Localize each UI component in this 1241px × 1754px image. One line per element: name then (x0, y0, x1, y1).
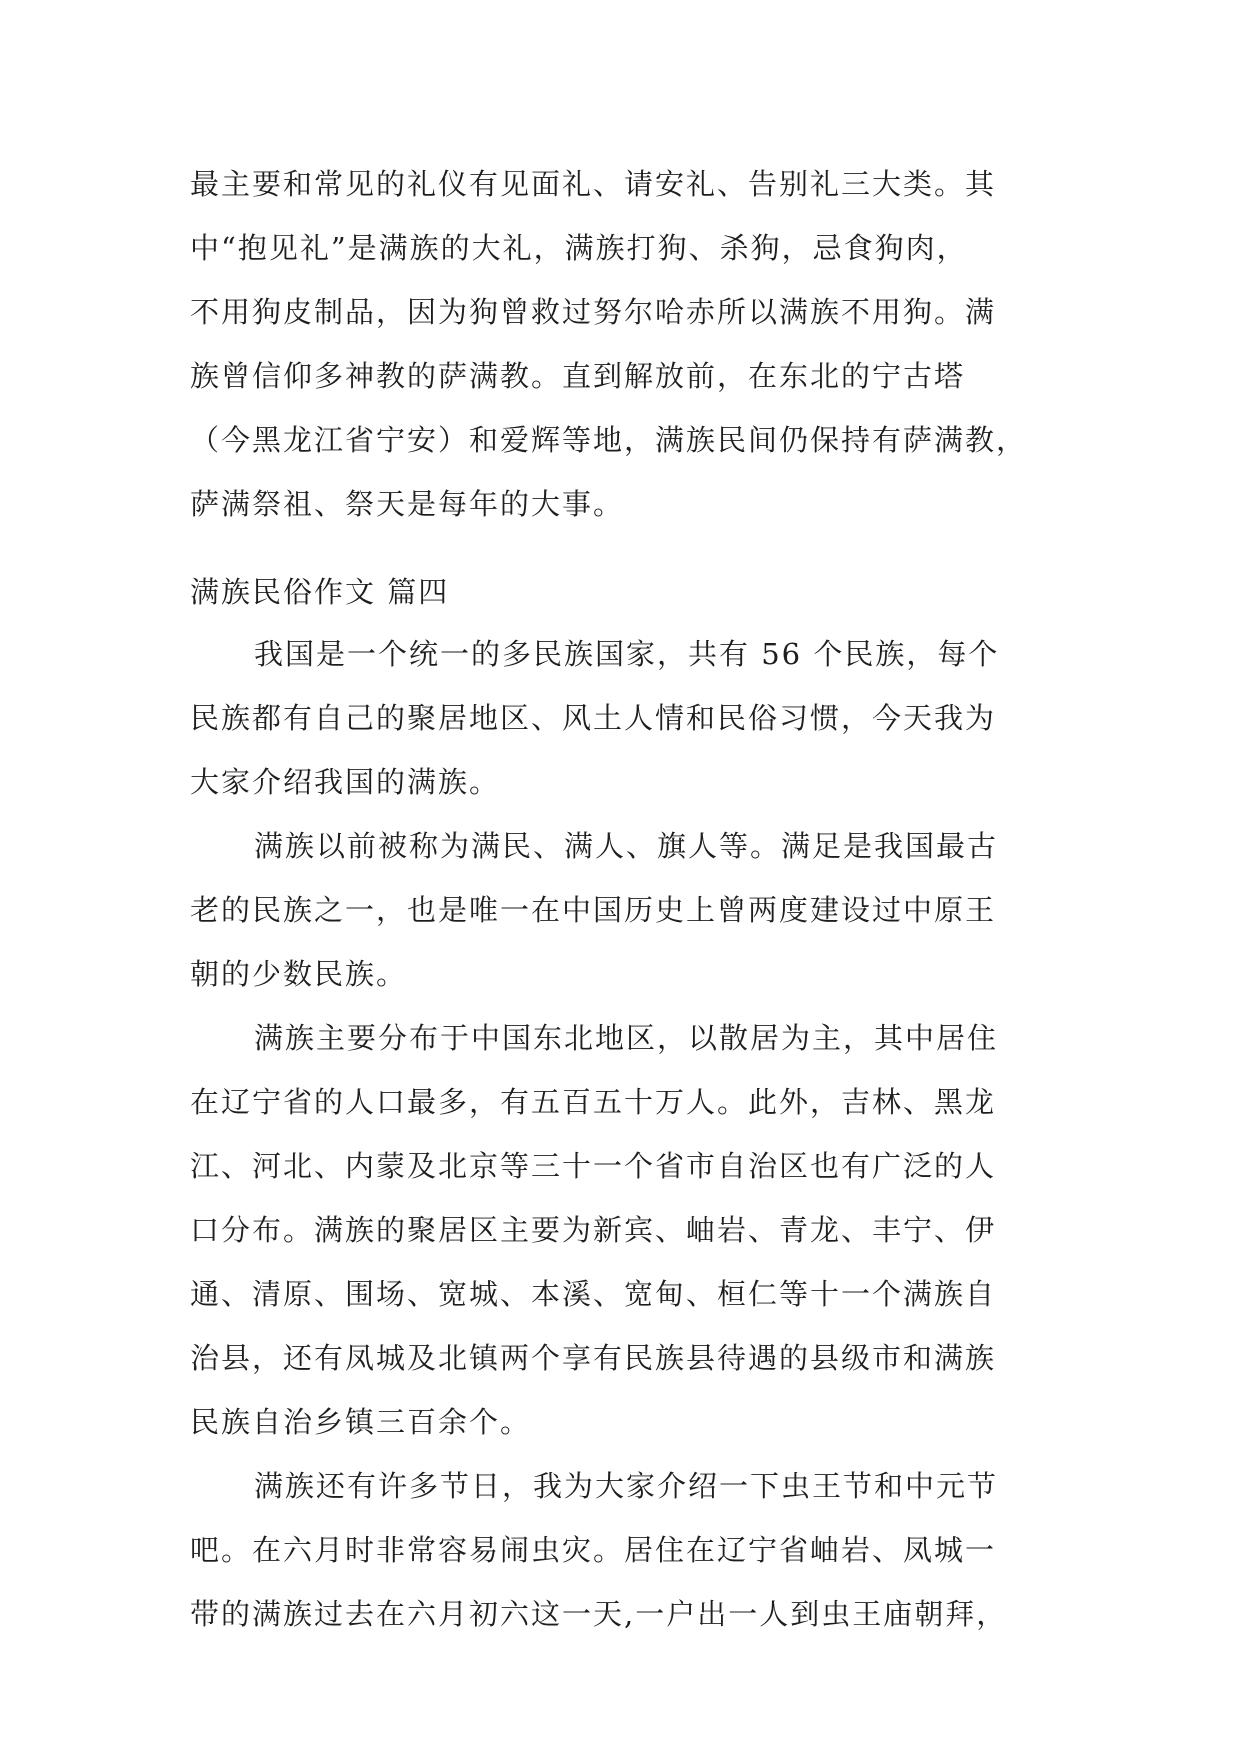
paragraph-line: 民族自治乡镇三百余个。 (190, 1405, 532, 1439)
paragraph-line: 吧。在六月时非常容易闹虫灾。居住在辽宁省岫岩、凤城一 (190, 1533, 997, 1567)
paragraph-line: 满族主要分布于中国东北地区，以散居为主，其中居住 (254, 1021, 999, 1055)
intro-line: 萨满祭祖、祭天是每年的大事。 (190, 487, 625, 521)
paragraph-line: 朝的少数民族。 (190, 957, 408, 991)
paragraph (190, 622, 1050, 814)
intro-paragraph (190, 152, 1050, 536)
intro-line: 中“抱见礼”是满族的大礼，满族打狗、杀狗，忌食狗肉， (190, 231, 968, 265)
paragraph-line: 大家介绍我国的满族。 (190, 765, 501, 799)
paragraph-line: 满族以前被称为满民、满人、旗人等。满足是我国最古 (254, 829, 999, 863)
paragraph-line: 老的民族之一，也是唯一在中国历史上曾两度建设过中原王 (190, 893, 997, 927)
paragraph-line: 民族都有自己的聚居地区、风土人情和民俗习惯，今天我为 (190, 701, 997, 735)
paragraph (190, 1454, 1050, 1646)
section-heading-block (190, 560, 1050, 624)
intro-line: 最主要和常见的礼仪有见面礼、请安礼、告别礼三大类。其 (190, 167, 997, 201)
paragraph (190, 814, 1050, 1006)
intro-line: 不用狗皮制品，因为狗曾救过努尔哈赤所以满族不用狗。满 (190, 295, 997, 329)
paragraph-line: 江、河北、内蒙及北京等三十一个省市自治区也有广泛的人 (190, 1149, 997, 1183)
essay-body (190, 622, 1050, 1646)
paragraph-line: 带的满族过去在六月初六这一天,一户出一人到虫王庙朝拜， (190, 1597, 1008, 1631)
paragraph-line: 我国是一个统一的多民族国家，共有 56 个民族，每个 (254, 637, 1000, 671)
intro-line: （今黑龙江省宁安）和爱辉等地，满族民间仍保持有萨满教， (190, 423, 1028, 457)
paragraph-line: 口分布。满族的聚居区主要为新宾、岫岩、青龙、丰宁、伊 (190, 1213, 997, 1247)
paragraph (190, 1006, 1050, 1454)
paragraph-line: 通、清原、围场、宽城、本溪、宽甸、桓仁等十一个满族自 (190, 1277, 997, 1311)
section-heading: 满族民俗作文 篇四 (190, 575, 450, 609)
paragraph-line: 在辽宁省的人口最多，有五百五十万人。此外，吉林、黑龙 (190, 1085, 997, 1119)
paragraph-line: 治县，还有凤城及北镇两个享有民族县待遇的县级市和满族 (190, 1341, 997, 1375)
paragraph-line: 满族还有许多节日，我为大家介绍一下虫王节和中元节 (254, 1469, 999, 1503)
intro-line: 族曾信仰多神教的萨满教。直到解放前，在东北的宁古塔 (190, 359, 966, 393)
